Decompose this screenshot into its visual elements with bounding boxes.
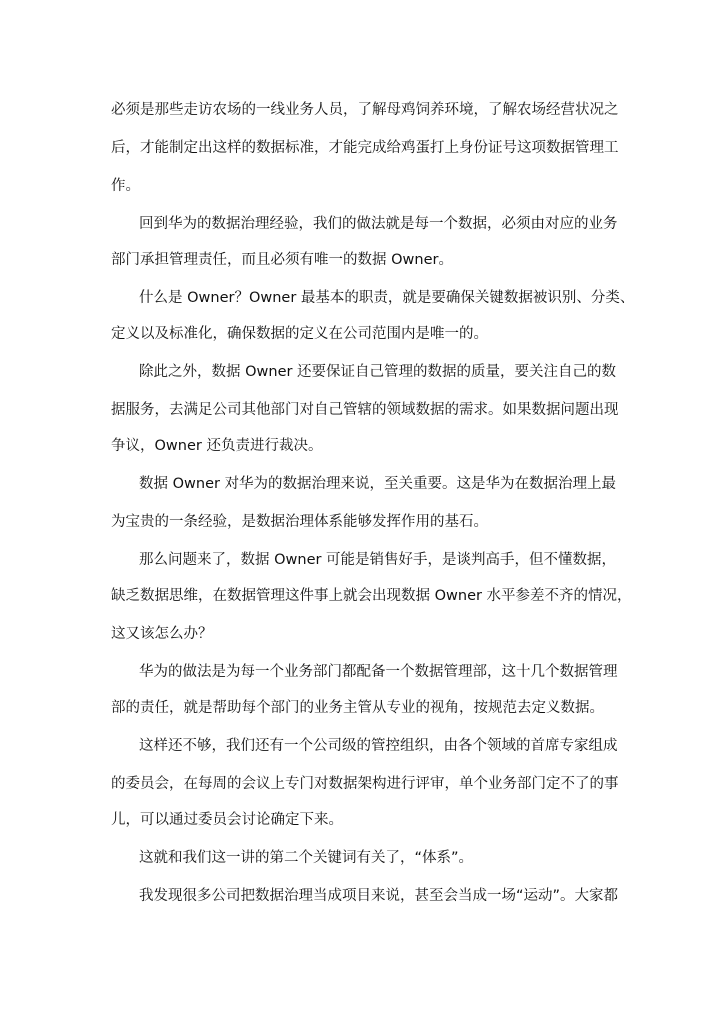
text-line: 部门承担管理责任，而且必须有唯一的数据 Owner。 xyxy=(111,252,453,268)
text-line: 的委员会，在每周的会议上专门对数据架构进行评审，单个业务部门定不了的事 xyxy=(111,776,619,792)
text-line: 为宝贵的一条经验，是数据治理体系能够发挥作用的基石。 xyxy=(111,514,488,530)
text-line: 回到华为的数据治理经验，我们的做法就是每一个数据，必须由对应的业务 xyxy=(139,216,618,232)
text-line: 这样还不够，我们还有一个公司级的管控组织，由各个领域的首席专家组成 xyxy=(139,738,618,754)
text-line: 我发现很多公司把数据治理当成项目来说，甚至会当成一场“运动”。大家都 xyxy=(139,888,619,904)
text-line: 华为的做法是为每一个业务部门都配备一个数据管理部，这十几个数据管理 xyxy=(139,664,618,680)
text-line: 什么是 Owner？Owner 最基本的职责，就是要确保关键数据被识别、分类、 xyxy=(139,290,635,306)
text-line: 据服务，去满足公司其他部门对自己管辖的领域数据的需求。如果数据问题出现 xyxy=(111,402,619,418)
text-line: 争议，Owner 还负责进行裁决。 xyxy=(111,438,323,454)
text-line: 部的责任，就是帮助每个部门的业务主管从专业的视角，按规范去定义数据。 xyxy=(111,700,604,716)
text-line: 这又该怎么办？ xyxy=(111,626,213,642)
text-line: 作。 xyxy=(111,178,140,194)
text-line: 必须是那些走访农场的一线业务人员，了解母鸡饲养环境，了解农场经营状况之 xyxy=(111,102,619,118)
text-line: 后，才能制定出这样的数据标准，才能完成给鸡蛋打上身份证号这项数据管理工 xyxy=(111,140,619,156)
text-line: 除此之外，数据 Owner 还要保证自己管理的数据的质量，要关注自己的数 xyxy=(139,364,617,380)
text-line: 那么问题来了，数据 Owner 可能是销售好手，是谈判高手，但不懂数据， xyxy=(139,552,617,568)
text-line: 缺乏数据思维，在数据管理这件事上就会出现数据 Owner 水平参差不齐的情况， xyxy=(111,588,632,604)
text-line: 儿，可以通过委员会讨论确定下来。 xyxy=(111,812,343,828)
text-line: 数据 Owner 对华为的数据治理来说，至关重要。这是华为在数据治理上最 xyxy=(139,476,617,492)
text-line: 定义以及标准化，确保数据的定义在公司范围内是唯一的。 xyxy=(111,326,488,342)
text-line: 这就和我们这一讲的第二个关键词有关了，“体系”。 xyxy=(139,850,474,866)
